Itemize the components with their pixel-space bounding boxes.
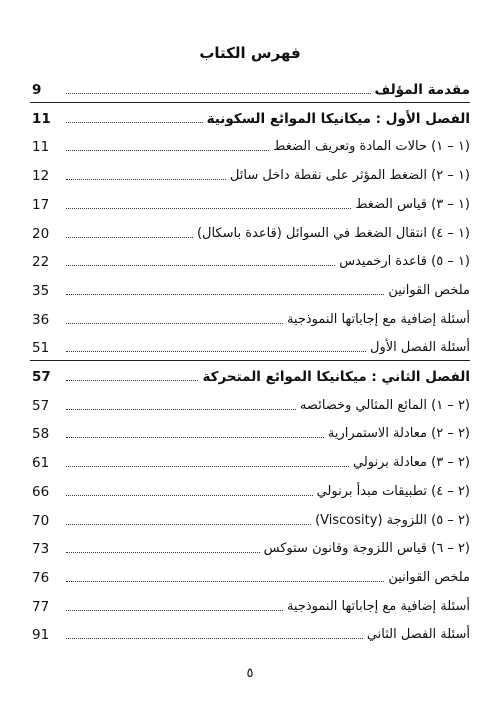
- dot-leader: [66, 466, 349, 467]
- toc-entry-label: الفصل الأول : ميكانيكا الموائع السكونية: [206, 110, 470, 127]
- toc-entry-page: 11: [32, 139, 50, 156]
- toc-entry-page: 91: [32, 627, 50, 644]
- toc-entry-label: أسئلة الفصل الأول: [370, 340, 470, 356]
- dot-leader: [66, 437, 324, 438]
- dot-leader: [66, 524, 311, 525]
- toc-entry-label: (١ – ٢) الضغط المؤثر على نقطة داخل سائل: [229, 168, 470, 184]
- toc-entry-page: 36: [32, 311, 50, 328]
- toc-entry-page: 11: [32, 110, 51, 127]
- toc-entry-page: 35: [32, 282, 50, 299]
- dot-leader: [66, 150, 269, 151]
- dot-leader: [66, 581, 384, 582]
- dot-leader: [66, 93, 371, 94]
- toc-entry-label: مقدمة المؤلف: [374, 82, 470, 98]
- toc-entry-label: (١ – ٤) انتقال الضغط في السوائل (قاعدة باسكال): [196, 225, 470, 241]
- toc-entry-page: 9: [32, 82, 42, 98]
- toc-entry-page: 58: [32, 426, 50, 443]
- dot-leader: [66, 294, 384, 295]
- toc-entry-label: (١ – ١) حالات المادة وتعريف الضغط: [273, 139, 470, 155]
- toc-entry-page: 73: [32, 541, 50, 558]
- toc-entry-label: ملخص القوانين: [388, 282, 470, 298]
- dot-leader: [66, 323, 283, 324]
- chapter-rule: [30, 102, 470, 103]
- toc-entry-page: 12: [32, 168, 50, 185]
- toc-entry: [30, 507, 470, 529]
- toc-entry: [30, 162, 470, 184]
- dot-leader: [66, 610, 283, 611]
- dot-leader: [66, 409, 296, 410]
- toc-entry-label: (٢ – ٢) معادلة الاستمرارية: [327, 426, 470, 442]
- toc-entry: [30, 478, 470, 500]
- toc-entry-label: (٢ – ٦) قياس اللزوجة وقانون ستوكس: [263, 541, 470, 557]
- toc-entry-label: أسئلة الفصل الثاني: [366, 627, 470, 643]
- toc-entry: [30, 277, 470, 299]
- dot-leader: [66, 208, 351, 209]
- toc-entry-page: 76: [32, 569, 50, 586]
- toc-entry: [30, 133, 470, 155]
- toc-entry: [30, 420, 470, 442]
- toc-entry-page: 66: [32, 483, 50, 500]
- dot-leader: [66, 638, 363, 639]
- toc-entry: [30, 564, 470, 586]
- dot-leader: [66, 552, 260, 553]
- toc-entry-label: (٢ – ٥) اللزوجة (Viscosity): [315, 512, 470, 528]
- toc-entry-page: 20: [32, 225, 50, 242]
- chapter-rule: [30, 360, 470, 361]
- toc-entry-label: ملخص القوانين: [388, 569, 470, 585]
- toc-entry-page: 61: [32, 455, 50, 472]
- toc-chapter-entry: [30, 105, 470, 127]
- toc-entry: [30, 220, 470, 242]
- toc-entry-page: 57: [32, 397, 50, 414]
- toc-entry: [30, 449, 470, 471]
- toc-entry-page: 51: [32, 340, 50, 357]
- toc-entry: [30, 593, 470, 615]
- dot-leader: [66, 265, 335, 266]
- toc-entry: [30, 334, 470, 356]
- toc-entry: [30, 535, 470, 557]
- toc-entry-label: (٢ – ٣) معادلة برنولي: [353, 455, 470, 471]
- toc-entry: [30, 621, 470, 643]
- toc-entry: [30, 248, 470, 270]
- toc-title: فهرس الكتاب: [199, 44, 301, 62]
- toc-entry-page: 77: [32, 598, 50, 615]
- toc-entry-page: 57: [32, 369, 51, 385]
- toc-chapter-entry: [30, 363, 470, 385]
- toc-entry-label: (٢ – ٤) تطبيقات مبدأ برنولي: [316, 483, 470, 499]
- dot-leader: [66, 122, 203, 123]
- dot-leader: [66, 495, 313, 496]
- toc-entry-label: (١ – ٥) قاعدة ارخميدس: [339, 254, 470, 270]
- toc-entry-page: 17: [32, 196, 50, 213]
- toc-entry-page: 22: [32, 254, 50, 271]
- dot-leader: [66, 179, 226, 180]
- toc-entry-page: 70: [32, 512, 50, 529]
- toc-entry-label: الفصل الثاني : ميكانيكا الموائع المتحركة: [202, 369, 470, 385]
- toc-entry-label: (٢ – ١) المائع المثالي وخصائصه: [299, 397, 470, 413]
- dot-leader: [66, 237, 193, 238]
- toc-entry: [30, 306, 470, 328]
- toc-entry-label: أسئلة إضافية مع إجاباتها النموذجية: [286, 311, 470, 327]
- toc-chapter-entry: [30, 76, 470, 98]
- toc-entry: [30, 392, 470, 414]
- toc-entry-label: أسئلة إضافية مع إجاباتها النموذجية: [286, 598, 470, 614]
- page-number: ٥: [246, 666, 254, 681]
- dot-leader: [66, 351, 366, 352]
- toc-entry-label: (١ – ٣) قياس الضغط: [355, 196, 470, 212]
- toc-entry: [30, 191, 470, 213]
- dot-leader: [66, 380, 198, 381]
